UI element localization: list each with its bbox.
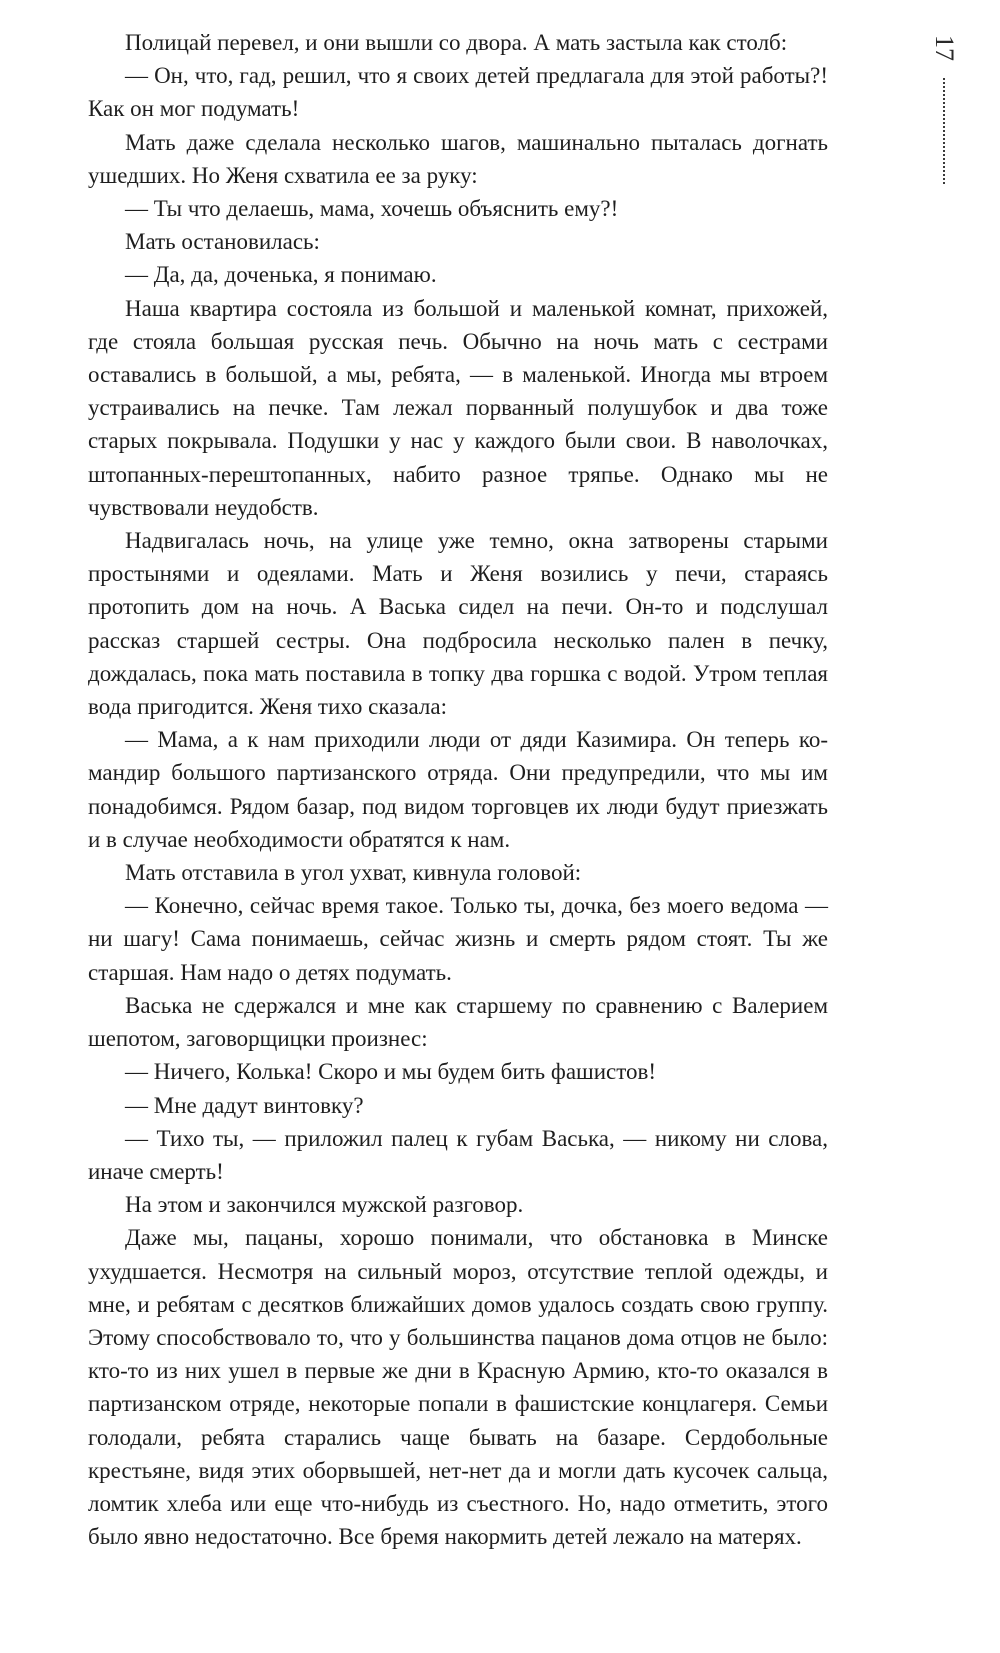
paragraph: Надвигалась ночь, на улице уже темно, окна затворены старыми простынями и одеялами. Мать и Женя возились у печи, стараясь протопить дом на ночь. А Васька сидел на печи. Он-то и подслушал рассказ старшей сестры. Она подбросила несколько пален в печку, дождалась, пока мать поставила в топку два горшка с водой. Утром теплая вода пригодится. Женя тихо сказала: — [88, 528, 828, 720]
paragraph: — Ничего, Колька! Скоро и мы будем бить фашистов! — [125, 1059, 657, 1085]
paragraph: Васька не сдержался и мне как старшему по сравнению с Валерием шепотом, заговорщицки произнес: — [88, 992, 828, 1052]
paragraph: — Мама, а к нам приходили люди от дяди Казимира. Он теперь командир большого партизанского отряда. Они предупредили, что мы им понадобимся. Рядом базар, под видом торговцев их люди будут приезжать и в случае необходимости обратятся к нам. — [88, 727, 828, 852]
paragraph: Мать остановилась: — [125, 229, 320, 255]
paragraph: — Тихо ты, — приложил палец к губам Васька, — никому ни слова, иначе смерть! — [88, 1125, 828, 1184]
paragraph: — Конечно, сейчас время такое. Только ты, дочка, без моего ведома — ни шагу! Сама понимаешь, сейчас жизнь и смерть рядом стоят. Ты же старшая. Нам надо о детях подумать. — [88, 893, 828, 985]
page-body-text — [88, 26, 828, 1553]
page-number: 17 — [930, 35, 959, 61]
paragraph: На этом и закончился мужской разговор. — [125, 1192, 524, 1218]
paragraph: Мать отставила в угол ухват, кивнула головой: — [125, 860, 582, 886]
paragraph: — Он, что, гад, решил, что я своих детей предлагала для этой работы?! Как он мог подумать! — [88, 63, 828, 122]
page-number-block — [930, 34, 958, 184]
paragraph: — Да, да, доченька, я понимаю. — [125, 262, 437, 288]
paragraph: Мать даже сделала несколько шагов, машинально пыталась догнать ушедших. Но Женя схватила ее за руку: — [88, 129, 828, 188]
paragraph: Полицай перевел, и они вышли со двора. А мать застыла как столб: — [125, 30, 788, 55]
paragraph: Наша квартира состояла из большой и маленькой комнат, прихожей, где стояла большая русская печь. Обычно на ночь мать с сестрами оставались в большой, а мы, ребята, — в маленькой. Иногда мы втроем устраивались на печке. Там лежал порванный полушубок и два тоже старых покрывала. Подушки у нас у каждого были свои. В наволочках, штопанных-перештопанных, набито разное тряпье. Однако мы не чувствовали неудобств. — [88, 295, 828, 520]
paragraph: — Мне дадут винтовку? — [125, 1092, 364, 1118]
paragraph: — Ты что делаешь, мама, хочешь объяснить ему?! — [125, 196, 619, 222]
paragraph: Даже мы, пацаны, хорошо понимали, что обстановка в Минске ухудшается. Несмотря на сильный мороз, отсутствие теплой одежды, и мне, и ребятам с десятков ближайших домов удалось создать свою группу. Этому способствовало то, что у большинства пацанов дома отцов не было: кто-то из них ушел в первые же дни в Красную Армию, кто-то оказался в партизанском отряде, некоторые попали в фашистские концлагеря. Семьи голодали, ребята старались чаще бывать на базаре. Сердобольные крестьяне, видя этих оборвышей, нет-нет да и могли дать кусочек сальца, ломтик хлеба или еще что-нибудь из съестного. Но, надо отметить, этого было явно недостаточно. Все бремя накормить детей лежало на матерях. — [88, 1225, 828, 1550]
dotted-rule — [943, 78, 945, 184]
